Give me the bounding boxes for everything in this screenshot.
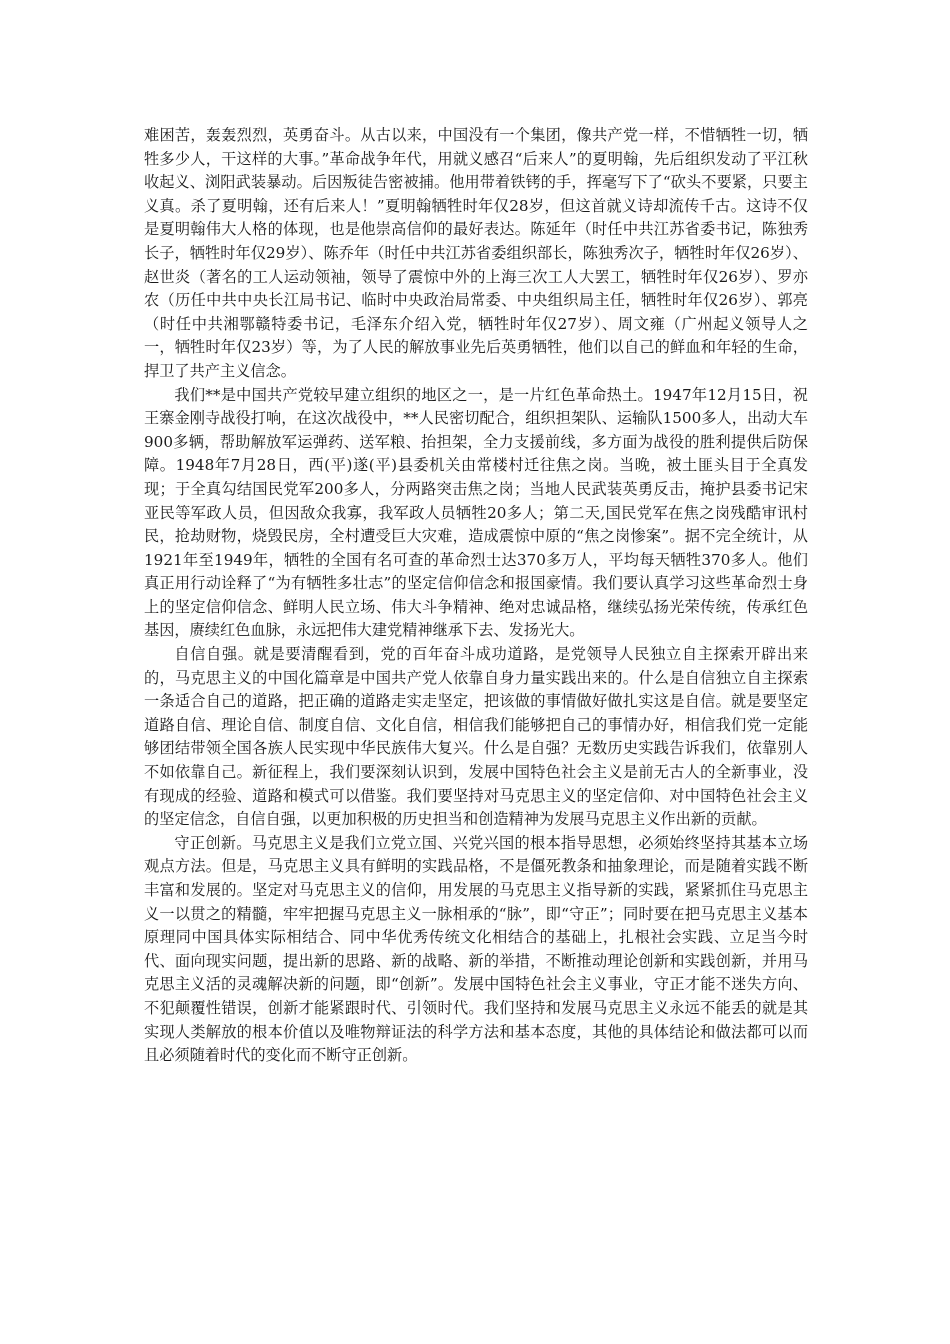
paragraph-continuation: 难困苦，轰轰烈烈，英勇奋斗。从古以来，中国没有一个集团，像共产党一样，不惜牺牲一切，牺牲多少人，干这样的大事。”革命战争年代，用就义感召“后来人”的夏明翰，先后组织发动了平江秋收起义、浏阳武装暴动。后因叛徒告密被捕。他用带着铁铐的手，挥毫写下了“砍头不要紧，只要主义真。杀了夏明翰，还有后来人！”夏明翰牺牲时年仅28岁，但这首就义诗却流传千古。这诗不仅是夏明翰伟大人格的体现，也是他崇高信仰的最好表达。陈延年（时任中共江苏省委书记，陈独秀长子，牺牲时年仅29岁）、陈乔年（时任中共江苏省委组织部长，陈独秀次子，牺牲时年仅26岁）、赵世炎（著名的工人运动领袖，领导了震惊中外的上海三次工人大罢工，牺牲时年仅26岁）、罗亦农（历任中共中央长江局书记、临时中央政治局常委、中央组织局主任，牺牲时年仅26岁）、郭亮（时任中共湘鄂赣特委书记，毛泽东介绍入党，牺牲时年仅27岁）、周文雍（广州起义领导人之一，牺牲时年仅23岁）等，为了人民的解放事业先后英勇牺牲，他们以自己的鲜血和年轻的生命，捍卫了共产主义信念。 bbox=[144, 126, 808, 380]
document-page bbox=[144, 124, 808, 1068]
paragraph-local-history: 我们**是中国共产党较早建立组织的地区之一，是一片红色革命热土。1947年12月15日，祝王寨金刚寺战役打响，在这次战役中，**人民密切配合，组织担架队、运输队1500多人，出动大车900多辆，帮助解放军运弹药、送军粮、抬担架，全力支援前线，多方面为战役的胜利提供后防保障。1948年7月28日，西(平)遂(平)县委机关由常楼村迁往焦之岗。当晚，被土匪头目于全真发现；于全真勾结国民党军200多人，分两路突击焦之岗；当地人民武装英勇反击，掩护县委书记宋亚民等军政人员，但因敌众我寡，我军政人员牺牲20多人；第二天,国民党军在焦之岗残酷审讯村民，抢劫财物，烧毁民房，全村遭受巨大灾难，造成震惊中原的“焦之岗惨案”。据不完全统计，从1921年至1949年，牺牲的全国有名可查的革命烈士达370多万人，平均每天牺牲370多人。他们真正用行动诠释了“为有牺牲多壮志”的坚定信仰信念和报国豪情。我们要认真学习这些革命烈士身上的坚定信仰信念、鲜明人民立场、伟大斗争精神、绝对忠诚品格，继续弘扬光荣传统，传承红色基因，赓续红色血脉，永远把伟大建党精神继承下去、发扬光大。 bbox=[144, 385, 808, 640]
paragraph-self-confidence: 自信自强。就是要清醒看到，党的百年奋斗成功道路，是党领导人民独立自主探索开辟出来的，马克思主义的中国化篇章是中国共产党人依靠自身力量实践出来的。什么是自信独立自主探索一条适合自己的道路，把正确的道路走实走坚定，把该做的事情做好做扎实这是自信。就是要坚定道路自信、理论自信、制度自信、文化自信，相信我们能够把自己的事情办好，相信我们党一定能够团结带领全国各族人民实现中华民族伟大复兴。什么是自强？无数历史实践告诉我们，依靠别人不如依靠自己。新征程上，我们要深刻认识到，发展中国特色社会主义是前无古人的全新事业，没有现成的经验、道路和模式可以借鉴。我们要坚持对马克思主义的坚定信仰、对中国特色社会主义的坚定信念，自信自强，以更加积极的历史担当和创造精神为发展马克思主义作出新的贡献。 bbox=[144, 645, 808, 829]
paragraph-innovation: 守正创新。马克思主义是我们立党立国、兴党兴国的根本指导思想，必须始终坚持其基本立场观点方法。但是，马克思主义具有鲜明的实践品格，不是僵死教条和抽象理论，而是随着实践不断丰富和发展的。坚定对马克思主义的信仰，用发展的马克思主义指导新的实践，紧紧抓住马克思主义一以贯之的精髓，牢牢把握马克思主义一脉相承的“脉”，即“守正”；同时要在把马克思主义基本原理同中国具体实际相结合、同中华优秀传统文化相结合的基础上，扎根社会实践、立足当今时代、面向现实问题，提出新的思路、新的战略、新的举措，不断推动理论创新和实践创新，并用马克思主义活的灵魂解决新的问题，即“创新”。发展中国特色社会主义事业，守正才能不迷失方向、不犯颠覆性错误，创新才能紧跟时代、引领时代。我们坚持和发展马克思主义永远不能丢的就是其实现人类解放的根本价值以及唯物辩证法的科学方法和基本态度，其他的具体结论和做法都可以而且必须随着时代的变化而不断守正创新。 bbox=[144, 833, 808, 1065]
